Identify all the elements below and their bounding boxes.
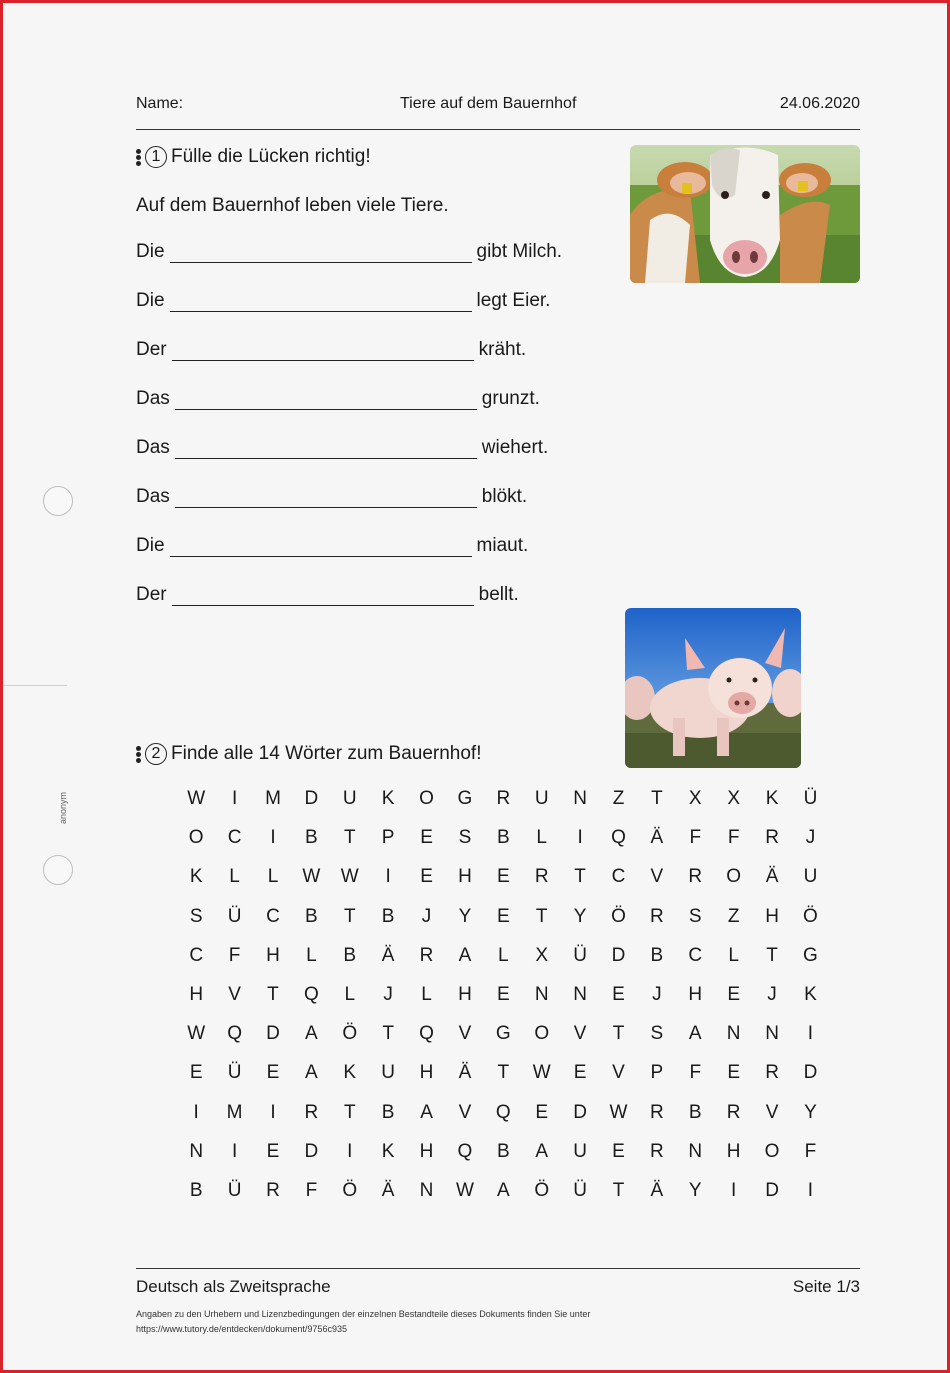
- braille-icon: [136, 746, 141, 763]
- grid-letter[interactable]: O: [764, 1140, 780, 1162]
- sentence-article: Der: [136, 339, 167, 360]
- blank-field[interactable]: [175, 391, 477, 410]
- grid-letter[interactable]: N: [765, 1023, 779, 1045]
- grid-letter[interactable]: B: [381, 1101, 395, 1123]
- grid-letter[interactable]: N: [534, 983, 549, 1005]
- grid-letter[interactable]: A: [305, 1062, 318, 1084]
- grid-letter[interactable]: D: [266, 1023, 280, 1045]
- grid-letter[interactable]: U: [342, 788, 357, 809]
- grid-letter[interactable]: H: [266, 944, 280, 966]
- grid-letter[interactable]: I: [270, 1101, 276, 1123]
- grid-letter[interactable]: W: [609, 1101, 628, 1123]
- grid-letter[interactable]: D: [304, 788, 319, 809]
- grid-letter[interactable]: B: [688, 1101, 702, 1123]
- grid-letter[interactable]: G: [495, 1023, 511, 1045]
- grid-letter[interactable]: K: [804, 983, 817, 1005]
- grid-letter[interactable]: S: [458, 827, 472, 849]
- grid-letter[interactable]: U: [573, 1140, 587, 1162]
- grid-letter[interactable]: Ü: [803, 788, 818, 809]
- grid-letter[interactable]: H: [688, 983, 703, 1005]
- grid-letter[interactable]: L: [267, 866, 279, 888]
- grid-letter[interactable]: R: [765, 827, 779, 849]
- grid-letter[interactable]: Q: [303, 983, 319, 1005]
- grid-letter[interactable]: F: [804, 1140, 817, 1162]
- sentence-row: [136, 239, 562, 263]
- grid-letter[interactable]: I: [731, 1179, 737, 1201]
- grid-letter[interactable]: E: [496, 866, 510, 888]
- grid-letter[interactable]: E: [727, 1062, 740, 1084]
- punch-hole-top: [43, 486, 73, 516]
- grid-letter[interactable]: R: [534, 866, 549, 888]
- grid-letter[interactable]: K: [765, 788, 779, 809]
- grid-letter[interactable]: O: [419, 788, 434, 809]
- task2-number: 2: [145, 743, 167, 765]
- word-search-grid[interactable]: [177, 788, 830, 1219]
- grid-letter[interactable]: H: [419, 1062, 434, 1084]
- pig-photo: [625, 608, 801, 768]
- grid-letter[interactable]: R: [304, 1101, 319, 1123]
- grid-letter[interactable]: I: [347, 1140, 353, 1162]
- grid-letter[interactable]: Ä: [381, 944, 395, 966]
- sentence-row: [136, 435, 548, 459]
- grid-letter[interactable]: H: [458, 866, 472, 888]
- grid-letter[interactable]: N: [189, 1140, 204, 1162]
- sentence-article: Die: [136, 241, 165, 262]
- grid-letter[interactable]: Y: [458, 905, 472, 927]
- grid-letter[interactable]: R: [765, 1062, 779, 1084]
- grid-letter[interactable]: J: [421, 905, 432, 927]
- grid-letter[interactable]: W: [302, 866, 321, 888]
- grid-letter[interactable]: H: [419, 1140, 434, 1162]
- grid-letter[interactable]: L: [728, 944, 739, 966]
- grid-letter[interactable]: B: [343, 944, 357, 966]
- worksheet-title: Tiere auf dem Bauernhof: [400, 95, 577, 112]
- grid-letter[interactable]: Ü: [227, 1062, 242, 1084]
- grid-letter[interactable]: X: [688, 788, 702, 809]
- sentence-article: Der: [136, 584, 167, 605]
- grid-letter[interactable]: Ö: [342, 1179, 358, 1201]
- grid-letter[interactable]: E: [266, 1062, 280, 1084]
- grid-letter[interactable]: M: [265, 788, 281, 809]
- grid-letter[interactable]: Q: [457, 1140, 473, 1162]
- grid-letter[interactable]: W: [532, 1062, 551, 1084]
- grid-letter[interactable]: R: [726, 1101, 741, 1123]
- grid-letter[interactable]: E: [420, 866, 433, 888]
- grid-letter[interactable]: Q: [495, 1101, 511, 1123]
- grid-letter[interactable]: E: [535, 1101, 549, 1123]
- grid-letter[interactable]: R: [266, 1179, 280, 1201]
- sentence-ending: miaut.: [476, 535, 529, 556]
- grid-letter[interactable]: W: [187, 1023, 206, 1045]
- cow-photo: [630, 145, 860, 283]
- grid-letter[interactable]: Ä: [650, 1179, 664, 1201]
- grid-letter[interactable]: Ä: [458, 1062, 472, 1084]
- grid-letter[interactable]: T: [343, 905, 356, 927]
- grid-letter[interactable]: T: [382, 1023, 394, 1045]
- grid-letter[interactable]: Z: [727, 905, 740, 927]
- sentence-ending: blökt.: [481, 486, 528, 507]
- grid-letter[interactable]: G: [803, 944, 818, 966]
- grid-letter[interactable]: T: [343, 827, 356, 849]
- grid-letter[interactable]: D: [304, 1140, 319, 1162]
- grid-letter[interactable]: L: [344, 983, 356, 1005]
- sentence-article: Das: [136, 437, 170, 458]
- grid-letter[interactable]: B: [650, 944, 664, 966]
- grid-letter[interactable]: E: [727, 983, 740, 1005]
- grid-letter[interactable]: L: [229, 866, 240, 888]
- blank-field[interactable]: [172, 342, 474, 361]
- grid-letter[interactable]: Ä: [381, 1179, 395, 1201]
- grid-letter[interactable]: T: [497, 1062, 510, 1084]
- credit-line: Angaben zu den Urhebern und Lizenzbedingungen der einzelnen Bestandteile dieses Dokuments finden Sie unter: [136, 1309, 591, 1319]
- grid-letter[interactable]: Ü: [227, 905, 242, 927]
- blank-field[interactable]: [172, 587, 474, 606]
- grid-letter[interactable]: E: [612, 983, 625, 1005]
- footer-subject: Deutsch als Zweitsprache: [136, 1277, 331, 1296]
- grid-letter[interactable]: F: [689, 827, 702, 849]
- sentence-article: Das: [136, 388, 170, 409]
- grid-letter[interactable]: X: [535, 944, 549, 966]
- sentence-row: [136, 337, 526, 361]
- name-label: Name:: [136, 95, 184, 112]
- grid-letter[interactable]: N: [688, 1140, 703, 1162]
- grid-letter[interactable]: A: [420, 1101, 433, 1123]
- grid-letter[interactable]: C: [688, 944, 703, 966]
- grid-letter[interactable]: Ä: [650, 827, 664, 849]
- grid-letter[interactable]: D: [611, 944, 626, 966]
- grid-letter[interactable]: L: [536, 827, 547, 849]
- blank-field[interactable]: [175, 440, 477, 459]
- grid-letter[interactable]: Ö: [803, 905, 818, 927]
- grid-letter[interactable]: R: [650, 1140, 664, 1162]
- sentence-row: [136, 288, 550, 312]
- grid-letter[interactable]: S: [688, 905, 702, 927]
- grid-letter[interactable]: Q: [227, 1023, 242, 1045]
- punch-hole-bottom: [43, 855, 73, 885]
- sentence-article: Die: [136, 535, 165, 556]
- grid-letter[interactable]: W: [455, 1179, 474, 1201]
- grid-letter[interactable]: Y: [804, 1101, 817, 1123]
- grid-letter[interactable]: L: [498, 944, 509, 966]
- grid-letter[interactable]: N: [419, 1179, 434, 1201]
- sentence-ending: grunzt.: [481, 388, 540, 409]
- blank-field[interactable]: [175, 489, 477, 508]
- sentence-ending: gibt Milch.: [476, 241, 563, 262]
- grid-letter[interactable]: B: [305, 905, 318, 927]
- grid-letter[interactable]: Q: [419, 1023, 434, 1045]
- grid-letter[interactable]: A: [688, 1023, 702, 1045]
- grid-letter[interactable]: M: [226, 1101, 243, 1123]
- grid-letter[interactable]: H: [765, 905, 779, 927]
- grid-letter[interactable]: N: [573, 788, 587, 809]
- task1-intro: Auf dem Bauernhof leben viele Tiere.: [136, 195, 449, 216]
- grid-letter[interactable]: O: [188, 827, 204, 849]
- grid-letter[interactable]: K: [343, 1062, 357, 1084]
- grid-letter[interactable]: Ö: [342, 1023, 358, 1045]
- sentence-article: Die: [136, 290, 165, 311]
- grid-letter[interactable]: B: [305, 827, 318, 849]
- grid-letter[interactable]: T: [766, 944, 778, 966]
- grid-letter[interactable]: I: [193, 1101, 199, 1123]
- grid-letter[interactable]: D: [765, 1179, 779, 1201]
- fold-mark: [3, 685, 67, 686]
- grid-letter[interactable]: A: [458, 944, 472, 966]
- grid-letter[interactable]: H: [726, 1140, 741, 1162]
- grid-letter[interactable]: O: [534, 1023, 550, 1045]
- grid-letter[interactable]: V: [650, 866, 664, 888]
- grid-letter[interactable]: F: [727, 827, 740, 849]
- grid-letter[interactable]: F: [689, 1062, 702, 1084]
- grid-letter[interactable]: E: [266, 1140, 280, 1162]
- grid-letter[interactable]: V: [573, 1023, 587, 1045]
- grid-letter[interactable]: H: [189, 983, 204, 1005]
- grid-letter[interactable]: E: [496, 905, 510, 927]
- task2-instruction: Finde alle 14 Wörter zum Bauernhof!: [171, 743, 482, 764]
- grid-letter[interactable]: Y: [688, 1179, 702, 1201]
- grid-letter[interactable]: T: [267, 983, 279, 1005]
- grid-letter[interactable]: E: [612, 1140, 625, 1162]
- grid-letter[interactable]: T: [612, 1179, 625, 1201]
- grid-letter[interactable]: D: [803, 1062, 818, 1084]
- grid-letter[interactable]: I: [807, 1179, 814, 1201]
- grid-letter[interactable]: J: [767, 983, 777, 1005]
- sentence-row: [136, 582, 519, 606]
- task1-title: [136, 146, 371, 168]
- grid-letter[interactable]: J: [805, 827, 816, 849]
- grid-letter[interactable]: C: [227, 827, 242, 849]
- grid-letter[interactable]: U: [534, 788, 549, 809]
- grid-letter[interactable]: Ä: [765, 866, 779, 888]
- grid-letter[interactable]: V: [765, 1101, 779, 1123]
- sentence-ending: kräht.: [478, 339, 527, 360]
- grid-letter[interactable]: C: [266, 905, 280, 927]
- grid-letter[interactable]: F: [228, 944, 241, 966]
- grid-letter[interactable]: I: [231, 788, 238, 809]
- grid-letter[interactable]: R: [496, 788, 511, 809]
- grid-letter[interactable]: A: [535, 1140, 549, 1162]
- sentence-article: Das: [136, 486, 170, 507]
- grid-letter[interactable]: U: [381, 1062, 396, 1084]
- grid-letter[interactable]: T: [612, 1023, 625, 1045]
- grid-letter[interactable]: G: [457, 788, 473, 809]
- grid-letter[interactable]: P: [650, 1062, 664, 1084]
- blank-field[interactable]: [170, 244, 472, 263]
- grid-letter[interactable]: D: [573, 1101, 587, 1123]
- grid-letter[interactable]: Ü: [573, 944, 587, 966]
- grid-letter[interactable]: F: [305, 1179, 318, 1201]
- worksheet-date: 24.06.2020: [779, 95, 860, 112]
- grid-letter[interactable]: B: [496, 1140, 510, 1162]
- footer-credit: [136, 1307, 696, 1337]
- grid-letter[interactable]: K: [381, 1140, 395, 1162]
- grid-letter[interactable]: B: [496, 827, 510, 849]
- grid-letter[interactable]: L: [306, 944, 317, 966]
- grid-letter[interactable]: N: [726, 1023, 741, 1045]
- grid-letter[interactable]: Ö: [534, 1179, 550, 1201]
- grid-letter[interactable]: I: [231, 1140, 238, 1162]
- grid-letter[interactable]: V: [612, 1062, 625, 1084]
- grid-letter[interactable]: S: [650, 1023, 664, 1045]
- grid-letter[interactable]: Q: [611, 827, 626, 849]
- grid-letter[interactable]: B: [189, 1179, 203, 1201]
- task2-title: [136, 743, 482, 765]
- grid-letter[interactable]: I: [385, 866, 391, 888]
- grid-letter[interactable]: Y: [573, 905, 587, 927]
- grid-letter[interactable]: V: [228, 983, 241, 1005]
- grid-letter[interactable]: Ü: [227, 1179, 242, 1201]
- grid-letter[interactable]: H: [458, 983, 472, 1005]
- grid-letter[interactable]: C: [189, 944, 204, 966]
- grid-letter[interactable]: E: [496, 983, 510, 1005]
- grid-letter[interactable]: U: [803, 866, 818, 888]
- credit-url: https://www.tutory.de/entdecken/dokument/9756c935: [136, 1324, 347, 1334]
- grid-letter[interactable]: R: [688, 866, 703, 888]
- grid-letter[interactable]: V: [458, 1101, 472, 1123]
- grid-letter[interactable]: B: [381, 905, 395, 927]
- grid-letter[interactable]: I: [807, 1023, 814, 1045]
- grid-letter[interactable]: V: [458, 1023, 472, 1045]
- sentence-ending: legt Eier.: [476, 290, 551, 311]
- sentence-ending: bellt.: [478, 584, 519, 605]
- grid-letter[interactable]: I: [270, 827, 276, 849]
- grid-letter[interactable]: A: [496, 1179, 510, 1201]
- sentence-row: [136, 386, 540, 410]
- grid-letter[interactable]: R: [419, 944, 434, 966]
- grid-letter[interactable]: W: [187, 788, 206, 809]
- grid-letter[interactable]: J: [652, 983, 662, 1005]
- grid-letter[interactable]: T: [343, 1101, 356, 1123]
- side-label: anonym: [58, 791, 68, 825]
- grid-letter[interactable]: R: [650, 1101, 664, 1123]
- page-header: [136, 93, 860, 130]
- task1-number: 1: [145, 146, 167, 168]
- grid-letter[interactable]: E: [573, 1062, 587, 1084]
- grid-letter[interactable]: L: [421, 983, 432, 1005]
- grid-letter[interactable]: O: [726, 866, 742, 888]
- grid-letter[interactable]: T: [574, 866, 586, 888]
- grid-letter[interactable]: X: [727, 788, 740, 809]
- grid-letter[interactable]: N: [573, 983, 587, 1005]
- sentence-row: [136, 533, 528, 557]
- grid-letter[interactable]: E: [420, 827, 433, 849]
- sentence-ending: wiehert.: [481, 437, 549, 458]
- grid-letter[interactable]: K: [189, 866, 203, 888]
- grid-letter[interactable]: W: [340, 866, 359, 888]
- grid-letter[interactable]: K: [381, 788, 395, 809]
- footer-page-number: Seite 1/3: [792, 1277, 860, 1296]
- grid-letter[interactable]: C: [611, 866, 626, 888]
- grid-letter[interactable]: Z: [612, 788, 625, 809]
- grid-letter[interactable]: E: [189, 1062, 203, 1084]
- grid-letter[interactable]: P: [381, 827, 395, 849]
- grid-letter[interactable]: S: [189, 905, 203, 927]
- grid-letter[interactable]: J: [383, 983, 393, 1005]
- sentence-row: [136, 484, 527, 508]
- blank-field[interactable]: [170, 538, 472, 557]
- grid-letter[interactable]: T: [535, 905, 548, 927]
- page-footer: [136, 1268, 860, 1334]
- grid-letter[interactable]: Ö: [611, 905, 626, 927]
- grid-letter[interactable]: A: [305, 1023, 318, 1045]
- grid-letter[interactable]: I: [577, 827, 583, 849]
- task1-instruction: Fülle die Lücken richtig!: [171, 146, 371, 167]
- grid-letter[interactable]: R: [650, 905, 664, 927]
- braille-icon: [136, 149, 141, 166]
- grid-letter[interactable]: T: [651, 788, 663, 809]
- grid-letter[interactable]: Ü: [573, 1179, 587, 1201]
- blank-field[interactable]: [170, 293, 472, 312]
